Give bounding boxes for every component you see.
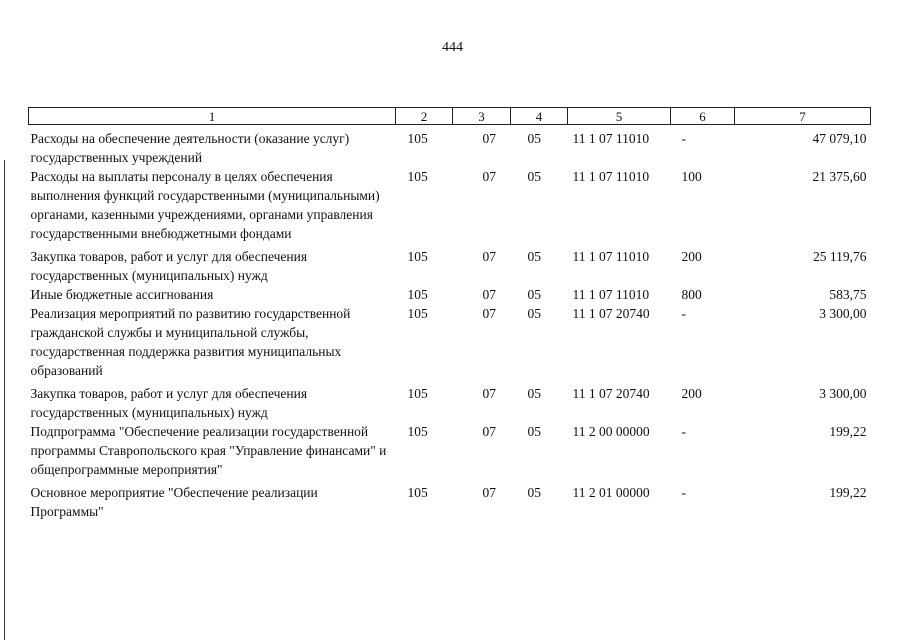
row-col2: 105 bbox=[407, 386, 428, 401]
row-name: Расходы на выплаты персоналу в целях обеспечения выполнения функций государственными (муниципальными) органами, казенными учреждениями, органами управления государственными внебюджетными фондами bbox=[30, 169, 380, 241]
header-cell-4: 4 bbox=[511, 108, 568, 125]
row-name: Подпрограмма "Обеспечение реализации государственной программы Ставропольского края "Управление финансами" и общепрограммные мероприятия" bbox=[30, 424, 387, 477]
row-col5: 11 1 07 20740 bbox=[572, 306, 650, 321]
table-body bbox=[29, 125, 871, 522]
row-col6: 800 bbox=[681, 287, 702, 302]
table-row bbox=[29, 304, 871, 380]
row-col2: 105 bbox=[407, 287, 428, 302]
row-col4: 05 bbox=[527, 386, 541, 401]
row-col4: 05 bbox=[527, 169, 541, 184]
header-cell-2: 2 bbox=[396, 108, 453, 125]
page-number: 444 bbox=[442, 40, 463, 55]
budget-table bbox=[28, 107, 871, 521]
row-col2: 105 bbox=[407, 485, 428, 500]
row-col3: 07 bbox=[482, 131, 496, 146]
header-cell-3: 3 bbox=[453, 108, 511, 125]
row-name: Закупка товаров, работ и услуг для обеспечения государственных (муниципальных) нужд bbox=[30, 249, 308, 283]
row-col3: 07 bbox=[482, 169, 496, 184]
table-row bbox=[29, 422, 871, 479]
table-row bbox=[29, 243, 871, 285]
header-cell-6: 6 bbox=[671, 108, 735, 125]
row-col3: 07 bbox=[482, 485, 496, 500]
row-col3: 07 bbox=[482, 386, 496, 401]
row-col6: - bbox=[681, 131, 686, 146]
row-name: Иные бюджетные ассигнования bbox=[30, 287, 214, 302]
row-col7: 47 079,10 bbox=[812, 131, 867, 146]
row-col4: 05 bbox=[527, 424, 541, 439]
row-col6: - bbox=[681, 424, 686, 439]
row-col4: 05 bbox=[527, 287, 541, 302]
row-col5: 11 2 01 00000 bbox=[572, 485, 650, 500]
row-col7: 3 300,00 bbox=[819, 306, 867, 321]
header-cell-1: 1 bbox=[29, 108, 396, 125]
row-col3: 07 bbox=[482, 249, 496, 264]
row-name: Закупка товаров, работ и услуг для обеспечения государственных (муниципальных) нужд bbox=[30, 386, 308, 420]
row-col4: 05 bbox=[527, 485, 541, 500]
row-col7: 21 375,60 bbox=[812, 169, 867, 184]
row-col7: 25 119,76 bbox=[813, 249, 867, 264]
row-name: Реализация мероприятий по развитию государственной гражданской службы и муниципальной службы, государственная поддержка развития муниципальных образований bbox=[30, 306, 351, 378]
row-col5: 11 1 07 11010 bbox=[572, 249, 650, 264]
table-row bbox=[29, 380, 871, 422]
row-col2: 105 bbox=[407, 169, 428, 184]
row-col2: 105 bbox=[407, 306, 428, 321]
header-cell-7: 7 bbox=[735, 108, 871, 125]
row-col6: 100 bbox=[681, 169, 702, 184]
row-col6: 200 bbox=[681, 249, 702, 264]
row-col5: 11 2 00 00000 bbox=[572, 424, 650, 439]
row-col4: 05 bbox=[527, 249, 541, 264]
row-col7: 199,22 bbox=[829, 485, 867, 500]
table-row bbox=[29, 167, 871, 243]
table-header bbox=[29, 108, 871, 125]
table-row bbox=[29, 125, 871, 168]
row-col5: 11 1 07 11010 bbox=[572, 169, 650, 184]
row-name: Расходы на обеспечение деятельности (оказание услуг) государственных учреждений bbox=[30, 131, 350, 165]
row-col2: 105 bbox=[407, 131, 428, 146]
row-name: Основное мероприятие "Обеспечение реализации Программы" bbox=[30, 485, 318, 519]
row-col3: 07 bbox=[482, 287, 496, 302]
row-col6: - bbox=[681, 306, 686, 321]
row-col4: 05 bbox=[527, 131, 541, 146]
row-col4: 05 bbox=[527, 306, 541, 321]
row-col7: 583,75 bbox=[829, 287, 867, 302]
row-col2: 105 bbox=[407, 424, 428, 439]
page-edge-line bbox=[4, 160, 5, 640]
row-col6: - bbox=[681, 485, 686, 500]
row-col5: 11 1 07 11010 bbox=[572, 287, 650, 302]
table-row bbox=[29, 285, 871, 304]
row-col6: 200 bbox=[681, 386, 702, 401]
header-row bbox=[29, 108, 871, 125]
row-col7: 199,22 bbox=[829, 424, 867, 439]
row-col3: 07 bbox=[482, 424, 496, 439]
row-col2: 105 bbox=[407, 249, 428, 264]
row-col7: 3 300,00 bbox=[819, 386, 867, 401]
header-cell-5: 5 bbox=[568, 108, 671, 125]
row-col5: 11 1 07 20740 bbox=[572, 386, 650, 401]
row-col3: 07 bbox=[482, 306, 496, 321]
row-col5: 11 1 07 11010 bbox=[572, 131, 650, 146]
table-row bbox=[29, 479, 871, 521]
